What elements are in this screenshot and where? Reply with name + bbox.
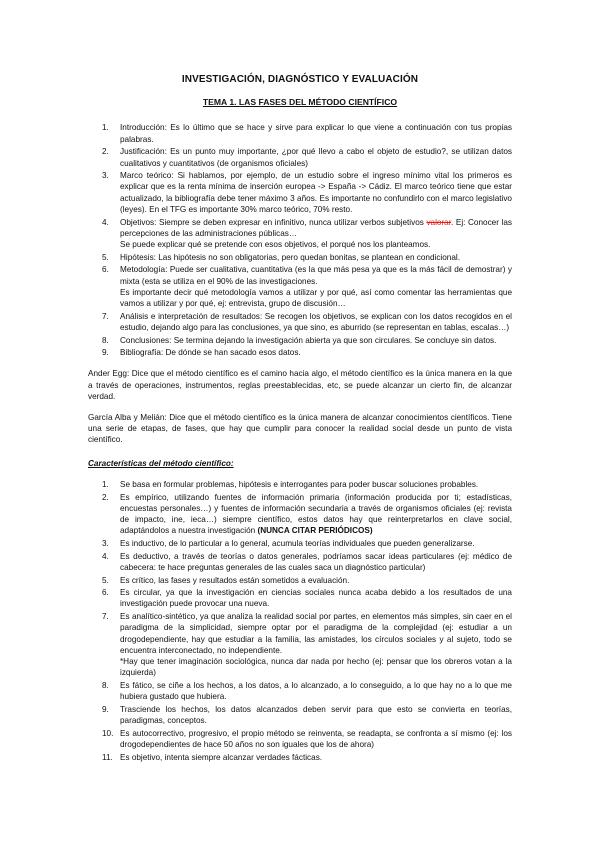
item-text: Es analítico-sintético, ya que analiza la realidad social por partes, en elementos más simples, sin caer en el paradigma de la simplicidad, siempre optar por el paradigma de la complejidad (ej: estudiar a un drogodependiente, hay que estudiar a la familia, las amistades, los círculos sociales y al sujeto, todo se encuentra interconectado, no independiente. bbox=[120, 612, 512, 655]
item-number: 7. bbox=[102, 311, 109, 321]
list-item bbox=[88, 311, 512, 333]
item-text: Trasciende los hechos, los datos alcanzados deben servir para que esto se convierta en teorías, paradigmas, conceptos. bbox=[120, 704, 512, 725]
item-number: 8. bbox=[102, 680, 109, 690]
item-number: 4. bbox=[102, 217, 109, 227]
item-number: 6. bbox=[102, 588, 109, 598]
section-heading: Características del método científico: bbox=[88, 458, 234, 468]
item-number: 4. bbox=[102, 551, 109, 561]
item-number: 5. bbox=[102, 252, 109, 262]
list-item bbox=[88, 611, 512, 678]
list-item bbox=[88, 587, 512, 609]
item-number: 7. bbox=[102, 612, 109, 622]
document-title: INVESTIGACIÓN, DIAGNÓSTICO Y EVALUACIÓN bbox=[181, 74, 419, 85]
item-emphasis: (NUNCA CITAR PERIÓDICOS) bbox=[257, 526, 373, 536]
item-text: Bibliografía: De dónde se han sacado esos datos. bbox=[120, 348, 301, 358]
list-item bbox=[88, 347, 512, 358]
item-text: Conclusiones: Se termina dejando la investigación abierta ya que son circulares. Se concluye sin datos. bbox=[120, 335, 497, 345]
list-item bbox=[88, 575, 512, 586]
paragraph-garcia-alba: García Alba y Melián: Dice que el método científico es la única manera de alcanzar conocimientos científicos. Tiene una serie de etapas, de fases, que hay que cumplir para conocer la realidad social desde un punto de vista científico. bbox=[88, 413, 512, 445]
item-note: Se puede explicar qué se pretende con esos objetivos, el porqué nos los planteamos. bbox=[120, 239, 431, 249]
phases-list bbox=[88, 122, 512, 358]
list-item bbox=[88, 170, 512, 215]
item-number: 5. bbox=[102, 575, 109, 585]
list-item bbox=[88, 538, 512, 549]
item-text: Marco teórico: Si hablamos, por ejemplo, de un estudio sobre el ingreso mínimo vital los primeros es explicar que es la renta mínima de inserción europea -> España -> Cádiz. El marco teórico tiene que estar actualizado, la bibliografía debe tener máximo 3 años. Es importante no confundirlo con el marco legislativo (leyes). En el TFG es importante 30% marco teórico, 70% resto. bbox=[120, 171, 512, 214]
struck-word: valorar bbox=[426, 217, 452, 227]
item-number: 3. bbox=[102, 538, 109, 548]
item-number: 2. bbox=[102, 492, 109, 502]
item-number: 11. bbox=[102, 752, 113, 762]
item-number: 8. bbox=[102, 335, 109, 345]
list-item bbox=[88, 680, 512, 702]
list-item bbox=[88, 551, 512, 573]
list-item bbox=[88, 752, 512, 763]
item-text: . Ej: Conocer las percepciones de las administraciones públicas… bbox=[120, 217, 512, 238]
document-subtitle: TEMA 1. LAS FASES DEL MÉTODO CIENTÍFICO bbox=[202, 97, 398, 108]
item-number: 1. bbox=[102, 123, 109, 133]
item-text: Es autocorrectivo, progresivo, el propio método se reinventa, se readapta, se confronta a sí mismo (ej: los drogodependientes de hace 50 años no son iguales que los de ahora) bbox=[120, 728, 512, 749]
list-item bbox=[88, 335, 512, 346]
list-item bbox=[88, 479, 512, 490]
item-number: 9. bbox=[102, 348, 109, 358]
list-item bbox=[88, 492, 512, 537]
item-number: 3. bbox=[102, 171, 109, 181]
item-text: Es crítico, las fases y resultados están sometidos a evaluación. bbox=[120, 575, 350, 585]
list-item bbox=[88, 217, 512, 251]
item-text: Hipótesis: Las hipótesis no son obligatorias, pero quedan bonitas, se plantean en condicional. bbox=[120, 252, 461, 262]
list-item bbox=[88, 122, 512, 144]
item-text: Es deductivo, a través de teorías o datos generales, podríamos sacar ideas particulares (ej: médico de cabecera: te hace preguntas generales de las cuales saca un diagnóstico particular) bbox=[120, 551, 512, 572]
item-note: Es importante decir qué metodología vamos a utilizar y por qué, así como comentar las herramientas que vamos a utilizar y por qué, ej: entrevista, grupo de discusión… bbox=[120, 287, 512, 308]
item-text: Análisis e interpretación de resultados: Se recogen los objetivos, se explican con los datos recogidos en el estudio, dejando algo para las conclusiones, ya que sino, es aburrido (se representan en tablas, escalas…) bbox=[120, 311, 512, 332]
list-item bbox=[88, 146, 512, 168]
list-item bbox=[88, 728, 512, 750]
item-text: Metodología: Puede ser cualitativa, cuantitativa (es la que más pesa ya que es la más fácil de demostrar) y mixta (esta se utiliza en el 90% de las investigaciones. bbox=[120, 265, 512, 286]
item-number: 9. bbox=[102, 704, 109, 714]
item-text: Introducción: Es lo último que se hace y sirve para explicar lo que viene a continuación con tus propias palabras. bbox=[120, 123, 512, 144]
item-text: Es empírico, utilizando fuentes de información primaria (información producida por ti; estadísticas, encuestas personales…) y fuentes de información secundaria a través de organismos oficiales (ej: revista de impacto, ine, ieca…) siempre científico, estos datos hay que reinterpretarlos en clave social, adaptándolos a nuestra investigación bbox=[120, 492, 512, 536]
list-item bbox=[88, 264, 512, 309]
item-text: Justificación: Es un punto muy importante, ¿por qué llevo a cabo el objeto de estudio?, se utilizan datos cualitativos y cuantitativos (de organismos oficiales) bbox=[120, 147, 512, 168]
item-note: *Hay que tener imaginación sociológica, nunca dar nada por hecho (ej: pensar que los obreros votan a la izquierda) bbox=[120, 656, 512, 678]
list-item bbox=[88, 704, 512, 726]
item-text: Es fático, se ciñe a los hechos, a los datos, a lo alcanzado, a lo conseguido, a lo que hay no a lo que me hubiera gustado que hubiera. bbox=[120, 680, 512, 702]
item-text: Objetivos: Siempre se deben expresar en infinitivo, nunca utilizar verbos subjetivos bbox=[120, 217, 427, 227]
item-number: 2. bbox=[102, 147, 109, 157]
characteristics-list bbox=[88, 479, 512, 763]
item-text: Es circular, ya que la investigación en ciencias sociales nunca acaba debido a los resultados de una investigación puede provocar una nueva. bbox=[120, 588, 512, 609]
item-number: 10. bbox=[102, 728, 114, 738]
item-text: Se basa en formular problemas, hipótesis e interrogantes para poder buscar soluciones probables. bbox=[120, 479, 479, 489]
item-number: 1. bbox=[102, 479, 109, 489]
item-number: 6. bbox=[102, 265, 109, 275]
item-text: Es inductivo, de lo particular a lo general, acumula teorías individuales que pueden generalizarse. bbox=[120, 538, 475, 548]
item-text: Es objetivo, intenta siempre alcanzar verdades fácticas. bbox=[120, 752, 323, 762]
paragraph-ander-egg: Ander Egg: Dice que el método científico es el camino hacia algo, el método científico es la única manera en la que a través de operaciones, instrumentos, reglas preestablecidas, etc, se puede alcanzar un cierto fin, de alcanzar verdad. bbox=[88, 369, 512, 401]
list-item bbox=[88, 252, 512, 263]
